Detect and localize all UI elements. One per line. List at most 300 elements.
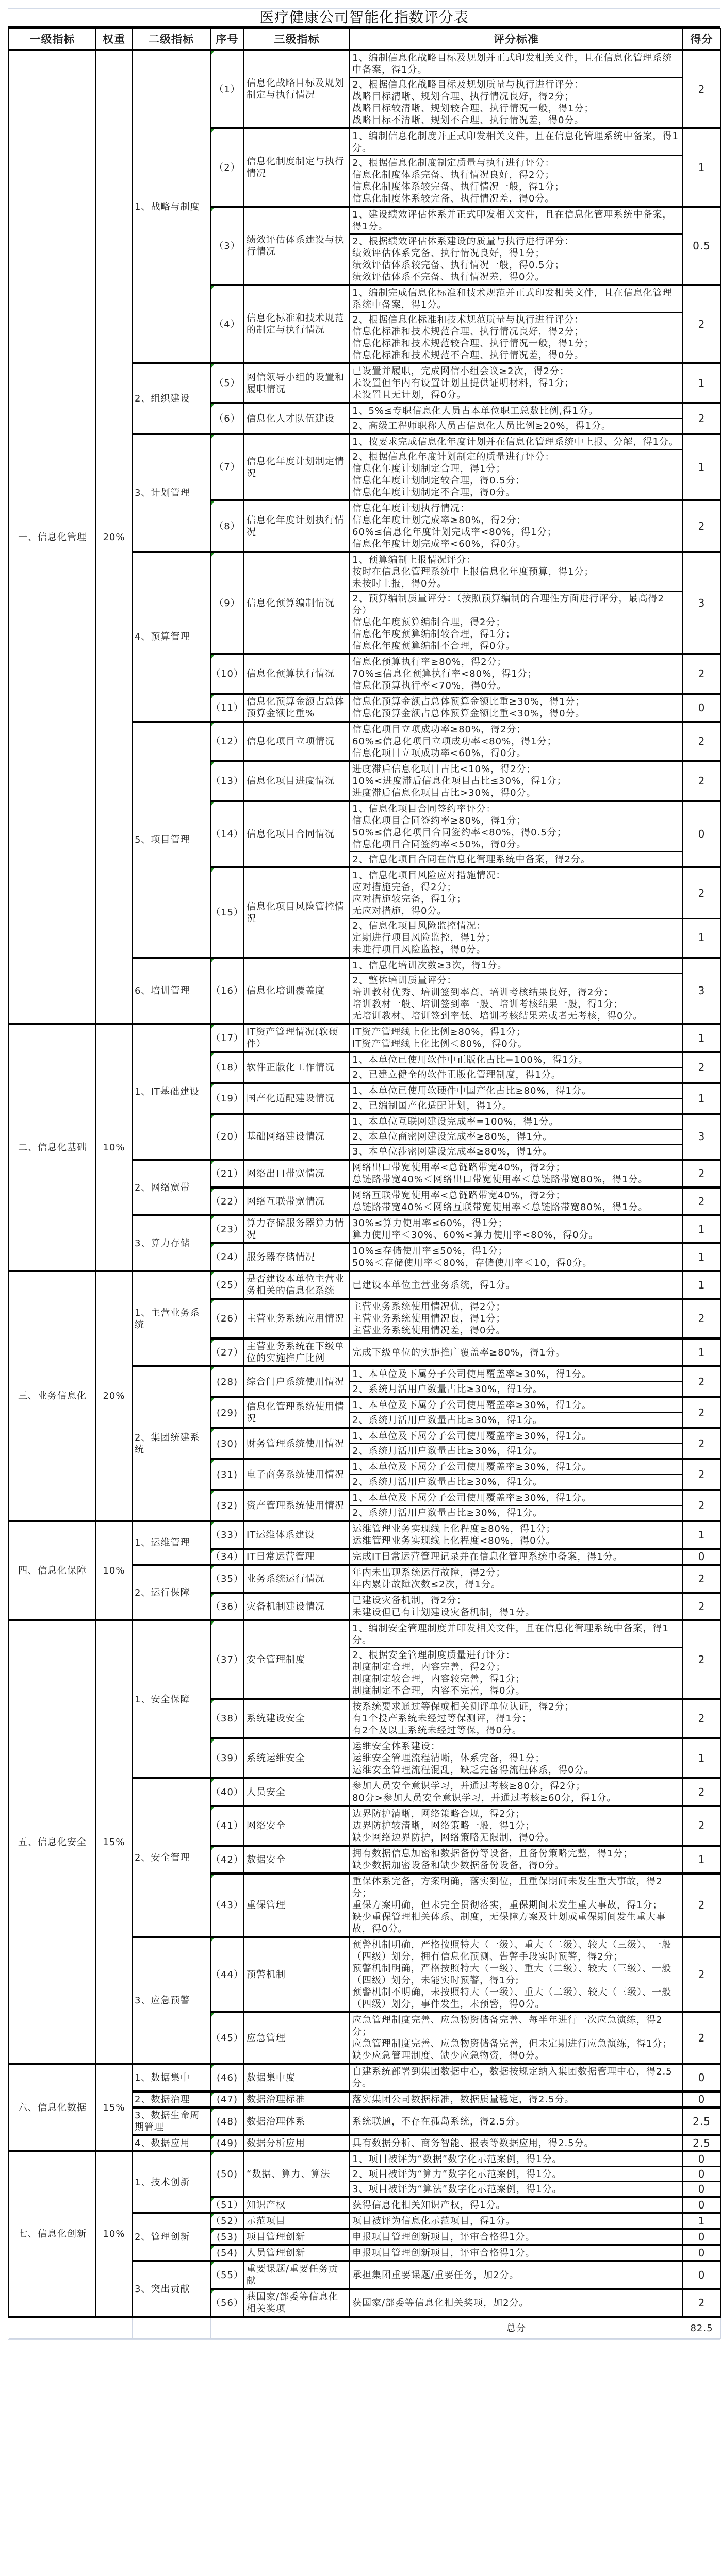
sequence-number: （10） [210,654,244,694]
score-value: 2.5 [683,2135,720,2151]
scoring-criterion: 2、已编制国产化适配计划，得1分。 [350,1098,683,1114]
level3-indicator: 数据治理标准 [244,2092,350,2107]
sequence-number: (47) [210,2092,244,2107]
level3-indicator: 业务系统运行情况 [244,1565,350,1593]
level3-indicator: 信息化年度计划制定情况 [244,434,350,500]
level3-indicator: 主营业务系统应用情况 [244,1299,350,1339]
score-value: 2 [683,1699,720,1738]
scoring-criterion: 已设置并履职，完成网信小组会议≥2次，得2分； 未设置但年内有设置计划且提供证明材料，得1分； 未设置且无计划，得0分。 [350,363,683,403]
sequence-number: (29) [210,1397,244,1428]
score-value: 2 [683,1299,720,1339]
scoring-criterion: 完成IT日常运营管理记录并在信息化管理系统中备案，得1分。 [350,1549,683,1565]
level3-indicator: 网络安全 [244,1806,350,1846]
score-value: 2 [683,1459,720,1490]
level3-indicator: 项目管理创新 [244,2229,350,2245]
sequence-number: （13） [210,761,244,801]
scoring-criterion: 2、根据信息化标准和技术规范质量与执行进行评分： 信息化标准和技术规范合理、执行情况良好，得2分； 信息化标准和技术规范较合理、执行情况一般，得1分； 信息化标准和技术规范不合理、执行情况差，得0分。 [350,312,683,363]
score-value: 3 [683,552,720,654]
score-value: 0.5 [683,207,720,285]
sequence-number: （39） [210,1738,244,1778]
sequence-number: （8） [210,500,244,552]
level2-indicator: 3、算力存储 [132,1215,210,1271]
scoring-criterion: 1、按要求完成信息化年度计划并在信息化管理系统中上报、分解，得1分。 [350,434,683,449]
table-row [9,2151,720,2167]
score-value: 0 [683,801,720,867]
scoring-criterion: 2、本单位商密网建设完成率≥80%，得1分。 [350,1129,683,1144]
header-level1: 一级指标 [9,29,96,50]
scoring-criterion: 2、系统月活用户数量占比≥30%，得1分。 [350,1475,683,1490]
score-value: 2 [683,1160,720,1187]
empty-cell [132,2317,210,2339]
level1-indicator: 五、信息化安全 [9,1620,96,2064]
score-value: 2 [683,1052,720,1083]
scoring-criterion: 1、信息化培训次数≥3次，得1分。 [350,958,683,973]
header-seq: 序号 [210,29,244,50]
level3-indicator: 信息化战略目标及规划制定与执行情况 [244,50,350,128]
score-value: 0 [683,2229,720,2245]
score-value: 3 [683,1114,720,1160]
weight: 10% [96,1521,132,1620]
score-value: 1 [683,1339,720,1366]
table-row [9,1521,720,1549]
score-value: 0 [683,2261,720,2289]
scoring-criterion: 2、根据信息化制度制定质量与执行进行评分： 信息化制度体系完备、执行情况良好，得2分； 信息化制度体系较完备、执行情况一般，得1分； 信息化制度体系较完备、执行情况差，得0分。 [350,156,683,207]
level3-indicator: 数据集中度 [244,2064,350,2092]
level2-indicator: 1、主营业务系统 [132,1271,210,1366]
sequence-number: (32) [210,1490,244,1521]
scoring-criterion: 1、5%≤专职信息化人员占本单位职工总数比例,得1分。 [350,403,683,419]
score-value: 2 [683,500,720,552]
level3-indicator: 信息化预算编制情况 [244,552,350,654]
header-level2: 二级指标 [132,29,210,50]
level3-indicator: IT运维体系建设 [244,1521,350,1549]
sequence-number: （4） [210,285,244,363]
scoring-criterion: 完成下级单位的实施推广覆盖率≥80%，得1分。 [350,1339,683,1366]
level3-indicator: 主营业务系统在下级单位的实施推广比例 [244,1339,350,1366]
scoring-criterion: 1、本单位及下属分子公司使用覆盖率≥30%，得1分。 [350,1490,683,1506]
scoring-criterion: 1、预算编制上报情况评分： 按时在信息化管理系统中上报信息化年度预算，得1分； 未按时上报，得0分。 [350,552,683,591]
sequence-number: （15） [210,867,244,958]
level3-indicator: 国产化适配建设情况 [244,1083,350,1114]
level3-indicator: 信息化项目进度情况 [244,761,350,801]
scoring-criterion: 3、项目被评为“算法”数字化示范案例，得1分。 [350,2182,683,2197]
score-value: 0 [683,2197,720,2213]
scoring-criterion: 已建设灾备机制，得2分； 未建设但已有计划建设灾备机制，得1分。 [350,1593,683,1620]
score-table [8,28,721,2339]
level3-indicator: 安全管理制度 [244,1620,350,1699]
scoring-criterion: 已建设本单位主营业务系统，得1分。 [350,1271,683,1299]
scoring-criterion: 1、本单位及下属分子公司使用覆盖率≥30%，得1分。 [350,1428,683,1444]
total-score: 82.5 [683,2317,720,2339]
scoring-criterion: 主营业务系统使用情况优，得2分； 主营业务系统使用情况良，得1分； 主营业务系统使用情况差，得0分。 [350,1299,683,1339]
level2-indicator: 1、数据集中 [132,2064,210,2092]
scoring-criterion: 应急管理制度完善、应急物资储备完善、每半年进行一次应急演练，得2分； 应急管理制度完善、应急物资储备完善，但未定期进行应急演练，得1分； 缺少应急管理制度、缺少应急物资，得0分。 [350,2012,683,2064]
sequence-number: （25） [210,1271,244,1299]
level3-indicator: 信息化人才队伍建设 [244,403,350,434]
sequence-number: (30) [210,1428,244,1459]
scoring-criterion: 10%≤存储使用率≤50%，得1分； 50%＜存储使用率＜80%，存储使用率＜10，得0分。 [350,1243,683,1271]
sequence-number: （42） [210,1846,244,1874]
scoring-criterion: 进度滞后信息化项目占比<10%，得2分； 10%<进度滞后信息化项目占比≤30%，得1分； 进度滞后信息化项目占比>30%，得0分。 [350,761,683,801]
level3-indicator: 网信领导小组的设置和履职情况 [244,363,350,403]
level2-indicator: 6、培训管理 [132,958,210,1024]
score-value: 2 [683,50,720,128]
sequence-number: （26） [210,1299,244,1339]
score-value: 2 [683,1366,720,1397]
scoring-criterion: 获得信息化相关知识产权，得1分。 [350,2197,683,2213]
scoring-criterion: 1、信息化项目合同签约率评分： 信息化项目合同签约率≥80%，得1分； 50%≤信息化项目合同签约率<80%，得0.5分； 信息化项目合同签约率<50%，得0分。 [350,801,683,852]
sequence-number: (48) [210,2107,244,2135]
level2-indicator: 2、网络宽带 [132,1160,210,1215]
sequence-number: （19） [210,1083,244,1114]
level3-indicator: 示范项目 [244,2213,350,2229]
level3-indicator: 数据治理体系 [244,2107,350,2135]
level3-indicator: 信息化标准和技术规范的制定与执行情况 [244,285,350,363]
level3-indicator: 资产管理系统使用情况 [244,1490,350,1521]
level3-indicator: 信息化培训覆盖度 [244,958,350,1024]
level3-indicator: 信息化预算执行情况 [244,654,350,694]
score-value: 2 [683,867,720,918]
sequence-number: (49) [210,2135,244,2151]
sequence-number: （3） [210,207,244,285]
level3-indicator: 绩效评估体系建设与执行情况 [244,207,350,285]
score-value: 0 [683,2151,720,2167]
sequence-number: （36） [210,1593,244,1620]
level3-indicator: 系统运维安全 [244,1738,350,1778]
empty-cell [96,2317,132,2339]
scoring-criterion: 1、本单位互联网建设完成率=100%，得1分。 [350,1114,683,1129]
level1-indicator: 四、信息化保障 [9,1521,96,1620]
score-value: 2 [683,761,720,801]
level1-indicator: 三、业务信息化 [9,1271,96,1521]
scoring-criterion: 1、编制信息化战略目标及规划并正式印发相关文件，且在信息化管理系统中备案，得1分。 [350,50,683,77]
sequence-number: （21） [210,1160,244,1187]
weight: 10% [96,1024,132,1271]
scoring-criterion: 1、编制完成信息化标准和技术规范并正式印发相关文件，且在信息化管理系统中备案，得1分。 [350,285,683,312]
scoring-criterion: 信息化预算金额占总体预算金额比重≥30%，得1分； 信息化预算金额占总体预算金额比重<30%，得0分。 [350,694,683,722]
scoring-criterion: 1、本单位及下属分子公司使用覆盖率≥30%，得1分。 [350,1459,683,1475]
level3-indicator: 信息化预算金额占总体预算金额比重% [244,694,350,722]
sequence-number: （40） [210,1778,244,1806]
level3-indicator: “数据、算力、算法 [244,2151,350,2197]
table-body [9,50,720,2317]
scoring-criterion: 信息化年度计划执行情况： 信息化年度计划完成率≥80%，得2分； 60%≤信息化年度计划完成率<80%，得1分； 信息化年度计划完成率<60%，得0分。 [350,500,683,552]
level2-indicator: 1、安全保障 [132,1620,210,1778]
sequence-number: （16） [210,958,244,1024]
total-label: 总分 [350,2317,683,2339]
scoring-criterion: 边界防护清晰，网络策略合规，得2分； 边界防护较清晰，网络策略一般，得1分； 缺少网络边界防护，网络策略无限制，得0分。 [350,1806,683,1846]
score-value: 2 [683,1593,720,1620]
score-value: 0 [683,2092,720,2107]
header-criteria: 评分标准 [350,29,683,50]
sequence-number: （18） [210,1052,244,1083]
empty-cell [9,2317,96,2339]
level2-indicator: 4、预算管理 [132,552,210,722]
scoring-criterion: 申报项目管理创新项目，评审合格得1分。 [350,2245,683,2261]
scoring-criterion: 运维管理业务实现线上化程度≥80%，得1分； 运维管理业务实现线上化程度<80%，得0分。 [350,1521,683,1549]
level3-indicator: 电子商务系统使用情况 [244,1459,350,1490]
sequence-number: (28) [210,1366,244,1397]
level1-indicator: 二、信息化基础 [9,1024,96,1271]
score-value: 0 [683,2182,720,2197]
scoring-criterion: 获国家/部委等信息化相关奖项，加2分。 [350,2289,683,2317]
score-value: 2 [683,1620,720,1699]
score-value: 2.5 [683,2107,720,2135]
level3-indicator: 网络出口带宽情况 [244,1160,350,1187]
score-value: 1 [683,1083,720,1114]
level3-indicator: 系统建设安全 [244,1699,350,1738]
score-value: 2 [683,1565,720,1593]
scoring-criterion: 1、编制安全管理制度并印发相关文件，且在信息化管理系统中备案，得1分。 [350,1620,683,1648]
score-value: 2 [683,1937,720,2012]
level2-indicator: 1、运维管理 [132,1521,210,1565]
scoring-criterion: 运维安全体系建设： 运维安全管理流程清晰，体系完备，得1分； 运维安全管理流程混乱，缺乏完备得流程体系，得0分。 [350,1738,683,1778]
score-value: 1 [683,1738,720,1778]
weight: 20% [96,50,132,1024]
sequence-number: (50) [210,2151,244,2197]
score-value: 0 [683,2064,720,2092]
scoring-criterion: 预警机制明确，严格按照特大（一级）、重大（二级）、较大（三级）、一般（四级）划分，拥有信息化预测、告警手段实时预警，得2分； 预警机制明确，严格按照特大（一级）、重大（二级）、较大（三级）、一般（四级）划分，未能实时预警，得1分; 预警机制不明确，未按照特大（一级）、重大（二级）、较大（三级）、一般（四级）划分，事件发生，未预警，得0分。 [350,1937,683,2012]
scoring-criterion: 2、系统月活用户数量占比≥30%，得1分。 [350,1382,683,1397]
level2-indicator: 4、数据应用 [132,2135,210,2151]
scoring-criterion: 系统联通，不存在孤岛系统，得2.5分。 [350,2107,683,2135]
empty-cell [244,2317,350,2339]
sequence-number: （7） [210,434,244,500]
scoring-criterion: 网络互联带宽使用率<总链路带宽40%，得2分； 总链路带宽40%＜网络互联带宽使用率＜总链路带宽80%，得1分。 [350,1187,683,1215]
scoring-criterion: 信息化预算执行率≥80%，得2分； 70%≤信息化预算执行率<80%，得1分； 信息化预算执行率<70%，得0分。 [350,654,683,694]
scoring-criterion: 落实集团公司数据标准，数据质量稳定，得2.5分。 [350,2092,683,2107]
level3-indicator: 综合门户系统使用情况 [244,1366,350,1397]
sequence-number: （14） [210,801,244,867]
scoring-criterion: 参加人员安全意识学习，并通过考核≥80分，得2分； 80分>参加人员安全意识学习，并通过考核≥60分，得1分。 [350,1778,683,1806]
level3-indicator: 信息化项目合同情况 [244,801,350,867]
scoring-criterion: 自建系统部署到集团数据中心，数据按规定纳入集团数据管理中心，得2.5分。 [350,2064,683,2092]
sequence-number: （56） [210,2289,244,2317]
table-row [9,1620,720,1648]
sequence-number: （6） [210,403,244,434]
scoring-criterion: 2、根据信息化年度计划制定的质量进行评分： 信息化年度计划制定合理，得1分； 信息化年度计划制定较合理，得0.5分； 信息化年度计划制定不合理，得0分。 [350,449,683,500]
level3-indicator: 是否建设本单位主营业务相关的信息化系统 [244,1271,350,1299]
scoring-criterion: 2、系统月活用户数量占比≥30%，得1分。 [350,1444,683,1459]
level1-indicator: 七、信息化创新 [9,2151,96,2317]
score-value: 2 [683,1778,720,1806]
level2-indicator: 3、应急预警 [132,1937,210,2064]
sequence-number: （20） [210,1114,244,1160]
level3-indicator: 财务管理系统使用情况 [244,1428,350,1459]
scoring-criterion: 2、根据绩效评估体系建设的质量与执行进行评分： 绩效评估体系完备、执行情况良好，得1分； 绩效评估体系较完备、执行情况一般，得0.5分； 绩效评估体系不完备、执行情况差，得0分。 [350,234,683,285]
level2-indicator: 1、IT基础建设 [132,1024,210,1160]
sequence-number: （22） [210,1187,244,1215]
level1-indicator: 一、信息化管理 [9,50,96,1024]
scoring-criterion: 3、本单位涉密网建设完成率≥80%，得1分。 [350,1144,683,1160]
level3-indicator: IT日常运营管理 [244,1549,350,1565]
level2-indicator: 2、管理创新 [132,2213,210,2261]
sequence-number: （9） [210,552,244,654]
scoring-criterion: 2、高级工程师职称人员占信息化人员比例≥20%，得1分。 [350,419,683,434]
score-sheet [8,8,720,2340]
sequence-number: (31) [210,1459,244,1490]
score-value: 0 [683,2245,720,2261]
sequence-number: （34） [210,1549,244,1565]
scoring-criterion: 承担集团重要课题/重要任务，加2分。 [350,2261,683,2289]
sequence-number: （17） [210,1024,244,1052]
level2-indicator: 2、集团统建系统 [132,1366,210,1521]
level3-indicator: 算力存储服务器算力情况 [244,1215,350,1243]
sequence-number: （5） [210,363,244,403]
level2-indicator: 2、运行保障 [132,1565,210,1620]
level3-indicator: 获国家/部委等信息化相关奖项 [244,2289,350,2317]
level2-indicator: 3、突出贡献 [132,2261,210,2317]
total-row [9,2317,720,2339]
scoring-criterion: 2、信息化项目合同在信息化管理系统中备案，得2分。 [350,852,683,867]
table-row [9,2064,720,2092]
sequence-number: （23） [210,1215,244,1243]
weight: 20% [96,1271,132,1521]
level3-indicator: 重保管理 [244,1874,350,1937]
score-value: 0 [683,1549,720,1565]
scoring-criterion: 按系统要求通过等保或相关测评单位认证，得2分； 有1个投产系统未经过等保测评，得1分； 有2个及以上系统未经过等保，得0分。 [350,1699,683,1738]
score-value: 2 [683,2012,720,2064]
level3-indicator: 人员安全 [244,1778,350,1806]
score-value: 1 [683,1846,720,1874]
scoring-criterion: 1、本单位及下属分子公司使用覆盖率≥30%，得1分。 [350,1397,683,1413]
score-value: 0 [683,694,720,722]
score-value: 0 [683,2167,720,2182]
scoring-criterion: 1、信息化项目风险应对措施情况： 应对措施完备，得2分； 应对措施较完备，得1分； 无应对措施，得0分。 [350,867,683,918]
sequence-number: （52） [210,2213,244,2229]
level3-indicator: 信息化年度计划执行情况 [244,500,350,552]
score-value: 2 [683,1490,720,1521]
sequence-number: （33） [210,1521,244,1549]
sheet-title: 医疗健康公司智能化指数评分表 [8,9,720,28]
score-value: 2 [683,1187,720,1215]
level2-indicator: 2、组织建设 [132,363,210,434]
level3-indicator: 知识产权 [244,2197,350,2213]
sequence-number: （11） [210,694,244,722]
scoring-criterion: 1、项目被评为“数据”数字化示范案例，得1分。 [350,2151,683,2167]
header-score: 得分 [683,29,720,50]
sequence-number: （41） [210,1806,244,1846]
level3-indicator: 灾备机制建设情况 [244,1593,350,1620]
header-weight: 权重 [96,29,132,50]
level3-indicator: 服务器存储情况 [244,1243,350,1271]
sequence-number: （1） [210,50,244,128]
sequence-number: (46) [210,2064,244,2092]
scoring-criterion: 2、根据信息化战略目标及规划质量与执行进行评分： 战略目标清晰、规划合理、执行情况良好，得2分； 战略目标较清晰、规划较合理、执行情况一般，得1分； 战略目标不清晰、规划不合理、执行情况差，得0分。 [350,77,683,128]
scoring-criterion: 1、本单位及下属分子公司使用覆盖率≥30%，得1分。 [350,1366,683,1382]
level3-indicator: 基础网络建设情况 [244,1114,350,1160]
level2-indicator: 3、计划管理 [132,434,210,552]
sequence-number: （45） [210,2012,244,2064]
scoring-criterion: 2、信息化项目风险监控情况： 定期进行项目风险监控，得1分； 未进行项目风险监控，得0分。 [350,918,683,958]
score-value: 1 [683,434,720,500]
scoring-criterion: 2、项目被评为“算力”数字化示范案例，得1分。 [350,2167,683,2182]
level2-indicator: 5、项目管理 [132,722,210,958]
level3-indicator: 软件正版化工作情况 [244,1052,350,1083]
scoring-criterion: 网络出口带宽使用率<总链路带宽40%，得2分； 总链路带宽40%＜网络出口带宽使用率＜总链路带宽80%，得1分。 [350,1160,683,1187]
score-value: 2 [683,1806,720,1846]
sequence-number: （12） [210,722,244,761]
level3-indicator: 信息化管理系统使用情况 [244,1397,350,1428]
scoring-criterion: 1、编制信息化制度并正式印发相关文件，且在信息化管理系统中备案，得1分。 [350,128,683,156]
table-row [9,1271,720,1299]
sequence-number: （35） [210,1565,244,1593]
scoring-criterion: 1、本单位已使用软硬件中国产化占比≥80%，得1分。 [350,1083,683,1098]
score-value: 1 [683,918,720,958]
sequence-number: （43） [210,1874,244,1937]
scoring-criterion: 1、建设绩效评估体系并正式印发相关文件，且在信息化管理系统中备案，得1分。 [350,207,683,234]
level3-indicator: 应急管理 [244,2012,350,2064]
scoring-criterion: 30%≤算力使用率≤60%，得1分； 算力使用率＜30%、60%<算力使用率<80%，得0分。 [350,1215,683,1243]
level3-indicator: 数据分析应用 [244,2135,350,2151]
level2-indicator: 2、安全管理 [132,1778,210,1937]
score-value: 1 [683,1243,720,1271]
score-value: 3 [683,958,720,1024]
sequence-number: (54) [210,2245,244,2261]
level2-indicator: 2、数据治理 [132,2092,210,2107]
score-value: 1 [683,363,720,403]
score-value: 1 [683,128,720,207]
sequence-number: （2） [210,128,244,207]
level2-indicator: 1、技术创新 [132,2151,210,2213]
score-value: 2 [683,2289,720,2317]
level3-indicator: 网络互联带宽情况 [244,1187,350,1215]
weight: 15% [96,2064,132,2151]
score-value: 2 [683,722,720,761]
sequence-number: （38） [210,1699,244,1738]
sequence-number: （44） [210,1937,244,2012]
score-value: 1 [683,1215,720,1243]
level3-indicator: 信息化项目立项情况 [244,722,350,761]
scoring-criterion: 重保体系完备，方案明确，落实到位，且重保期间未发生重大事故，得2分； 重保方案明确，但未完全贯彻落实，重保期间未发生重大事故，得1分； 缺少重保管理相关体系、制度，无保障方案及计划或重保期间发生重大事故，得0分。 [350,1874,683,1937]
score-value: 1 [683,2213,720,2229]
scoring-criterion: 信息化项目立项成功率≥80%，得2分； 60%≤信息化项目立项成功率<80%，得1分； 信息化项目立项成功率<60%，得0分。 [350,722,683,761]
score-value: 1 [683,1024,720,1052]
score-value: 1 [683,1271,720,1299]
level3-indicator: 数据安全 [244,1846,350,1874]
sequence-number: （51） [210,2197,244,2213]
scoring-criterion: 项目被评为信息化示范项目，得1分。 [350,2213,683,2229]
score-value: 2 [683,285,720,363]
scoring-criterion: 具有数据分析、商务智能、报表等数据应用，得2.5分。 [350,2135,683,2151]
header-level3: 三级指标 [244,29,350,50]
scoring-criterion: 申报项目管理创新项目，评审合格得1分。 [350,2229,683,2245]
sequence-number: (53) [210,2229,244,2245]
weight: 10% [96,2151,132,2317]
sequence-number: （37） [210,1620,244,1699]
scoring-criterion: 2、预算编制质量评分：（按照预算编制的合理性方面进行评分，最高得2分） 信息化年度预算编制合理，得2分； 信息化年度预算编制较合理，得1分； 信息化年度预算编制不合理，得0分。 [350,591,683,654]
level3-indicator: 预警机制 [244,1937,350,2012]
weight: 15% [96,1620,132,2064]
scoring-criterion: 2、系统月活用户数量占比≥30%，得1分。 [350,1413,683,1428]
scoring-criterion: 2、整体培训质量评分： 培训教材优秀、培训签到率高、培训考核结果良好，得2分； 培训教材一般、培训签到率一般、培训考核结果一般，得1分； 无培训教材、培训签到率低、培训考核结果差或者无考核，得0分。 [350,973,683,1024]
table-row [9,50,720,77]
scoring-criterion: 拥有数据信息加密和数据备份等设备，且备份策略完整，得1分； 缺少数据加密设备和缺少数据备份设备，得0分。 [350,1846,683,1874]
level3-indicator: 信息化项目风险管控情况 [244,867,350,958]
sequence-number: （27） [210,1339,244,1366]
scoring-criterion: 2、已建立健全的软件正版化管理制度，得1分。 [350,1067,683,1083]
empty-cell [210,2317,244,2339]
scoring-criterion: 1、本单位已使用软件中正版化占比=100%，得1分。 [350,1052,683,1067]
scoring-criterion: 年内未出现系统运行故障，得2分； 年内累计故障次数≤2次，得1分。 [350,1565,683,1593]
level3-indicator: IT资产管理情况(软硬件） [244,1024,350,1052]
level2-indicator: 3、数据生命周期管理 [132,2107,210,2135]
table-row [9,1024,720,1052]
score-value: 2 [683,1428,720,1459]
score-value: 2 [683,1874,720,1937]
level3-indicator: 人员管理创新 [244,2245,350,2261]
scoring-criterion: 2、根据安全管理制度质量进行评分： 制度制定合理，内容完善，得2分； 制度制定较合理，内容较完善，得1分； 制度制定不合理，内容不完善，得0分。 [350,1648,683,1699]
